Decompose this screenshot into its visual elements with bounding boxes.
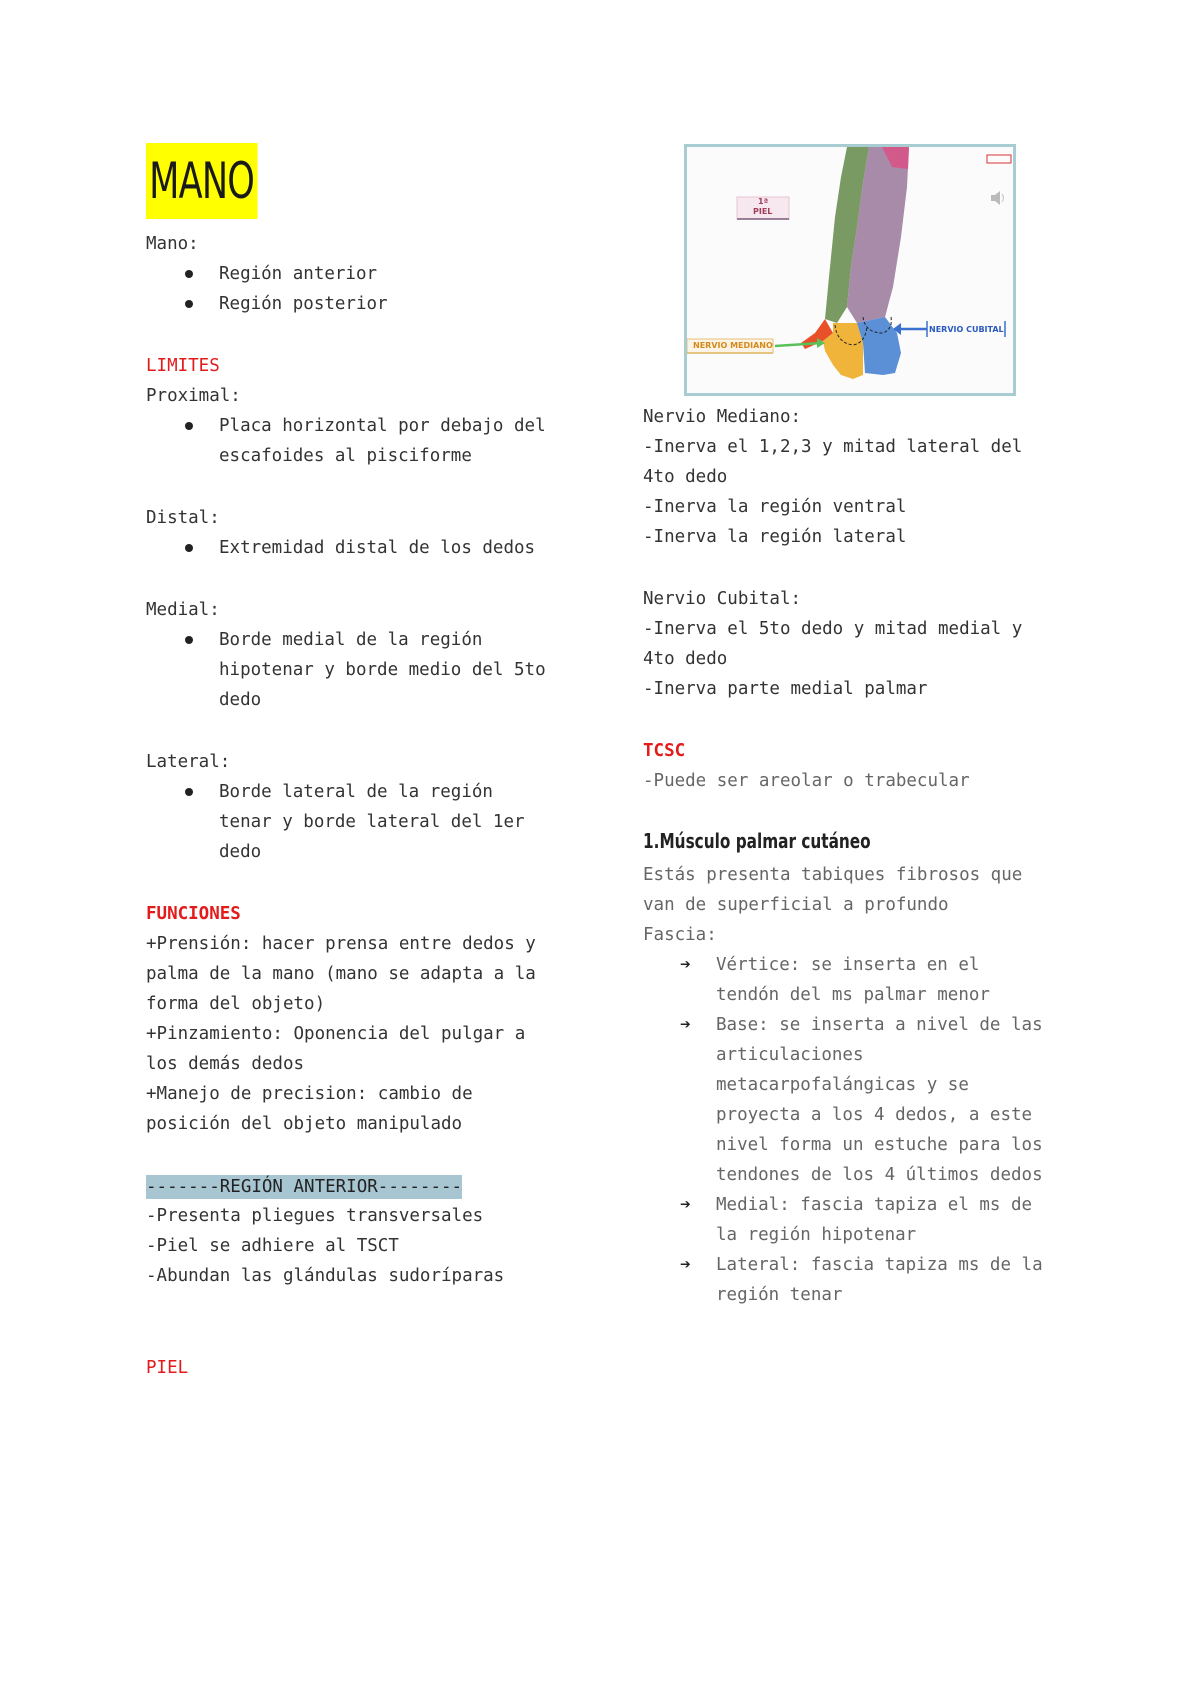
fascia-line: Lateral: fascia tapiza ms de la (716, 1255, 1043, 1275)
fascia-line: nivel forma un estuche para los (716, 1135, 1043, 1155)
region-anterior-line: -Presenta pliegues transversales (146, 1206, 484, 1226)
arm-illustration (687, 147, 1013, 393)
mediano-line: -Inerva la región lateral (643, 527, 907, 547)
bullet-icon (185, 544, 193, 552)
musculo-line: Estás presenta tabiques fibrosos que (643, 865, 1023, 885)
arrow-icon: ➔ (680, 954, 691, 975)
funciones-line: +Prensión: hacer prensa entre dedos y (146, 934, 536, 954)
fascia-line: Vértice: se inserta en el (716, 955, 980, 975)
piel-heading: PIEL (146, 1358, 189, 1378)
region-anterior-banner: -------REGIÓN ANTERIOR-------- (146, 1177, 463, 1197)
region-anterior-line: -Abundan las glándulas sudoríparas (146, 1266, 505, 1286)
lateral-line: dedo (219, 842, 262, 862)
mediano-line: -Inerva la región ventral (643, 497, 907, 517)
funciones-line: +Manejo de precision: cambio de (146, 1084, 473, 1104)
funciones-line: los demás dedos (146, 1054, 305, 1074)
proximal-line: Placa horizontal por debajo del (219, 416, 546, 436)
arrow-icon: ➔ (680, 1194, 691, 1215)
fascia-line: tendón del ms palmar menor (716, 985, 990, 1005)
arrow-icon: ➔ (680, 1014, 691, 1035)
medial-line: dedo (219, 690, 262, 710)
fascia-line: proyecta a los 4 dedos, a este (716, 1105, 1033, 1125)
medial-label: Medial: (146, 600, 220, 620)
cubital-line: -Inerva el 5to dedo y mitad medial y (643, 619, 1023, 639)
proximal-line: escafoides al pisciforme (219, 446, 472, 466)
fascia-line: metacarpofalángicas y se (716, 1075, 969, 1095)
funciones-line: palma de la mano (mano se adapta a la (146, 964, 536, 984)
mano-label: Mano: (146, 234, 199, 254)
fascia-line: región tenar (716, 1285, 843, 1305)
mediano-line: 4to dedo (643, 467, 728, 487)
arrow-icon: ➔ (680, 1254, 691, 1275)
bullet-icon (185, 300, 193, 308)
region-item: Región anterior (219, 264, 378, 284)
fascia-line: Base: se inserta a nivel de las (716, 1015, 1043, 1035)
funciones-line: posición del objeto manipulado (146, 1114, 463, 1134)
cubital-line: -Inerva parte medial palmar (643, 679, 928, 699)
fig-label-top: 1ª (758, 197, 769, 206)
limites-heading: LIMITES (146, 356, 220, 376)
fascia-line: la región hipotenar (716, 1225, 917, 1245)
funciones-line: +Pinzamiento: Oponencia del pulgar a (146, 1024, 526, 1044)
mediano-line: -Inerva el 1,2,3 y mitad lateral del (643, 437, 1023, 457)
distal-line: Extremidad distal de los dedos (219, 538, 536, 558)
lateral-line: Borde lateral de la región (219, 782, 493, 802)
median-arrow (775, 343, 821, 346)
fig-label-mediano: NERVIO MEDIANO (693, 341, 773, 350)
bullet-icon (185, 788, 193, 796)
fig-label-piel: PIEL (753, 207, 773, 216)
mediano-label: Nervio Mediano: (643, 407, 802, 427)
cubital-line: 4to dedo (643, 649, 728, 669)
region-item: Región posterior (219, 294, 388, 314)
medial-line: hipotenar y borde medio del 5to (219, 660, 546, 680)
corner-marker (987, 155, 1011, 163)
cubital-label: Nervio Cubital: (643, 589, 802, 609)
musculo-line: van de superficial a profundo (643, 895, 949, 915)
page-title: MANO (146, 143, 257, 219)
bullet-icon (185, 636, 193, 644)
hand-ulnar-zone (857, 317, 901, 375)
lateral-label: Lateral: (146, 752, 231, 772)
fascia-line: Medial: fascia tapiza el ms de (716, 1195, 1033, 1215)
fascia-label: Fascia: (643, 925, 717, 945)
fig-label-cubital: NERVIO CUBITAL (929, 325, 1004, 334)
funciones-line: forma del objeto) (146, 994, 326, 1014)
region-anterior-line: -Piel se adhiere al TSCT (146, 1236, 399, 1256)
funciones-heading: FUNCIONES (146, 904, 241, 924)
fascia-line: tendones de los 4 últimos dedos (716, 1165, 1043, 1185)
proximal-label: Proximal: (146, 386, 241, 406)
bullet-icon (185, 422, 193, 430)
distal-label: Distal: (146, 508, 220, 528)
arm-innervation-figure (684, 144, 1016, 396)
bullet-icon (185, 270, 193, 278)
lateral-line: tenar y borde lateral del 1er (219, 812, 525, 832)
speaker-icon (991, 191, 1004, 205)
tcsc-line: -Puede ser areolar o trabecular (643, 771, 970, 791)
fascia-line: articulaciones (716, 1045, 864, 1065)
tcsc-heading: TCSC (643, 741, 686, 761)
medial-line: Borde medial de la región (219, 630, 483, 650)
musculo-heading: 1.Músculo palmar cutáneo (643, 829, 871, 853)
